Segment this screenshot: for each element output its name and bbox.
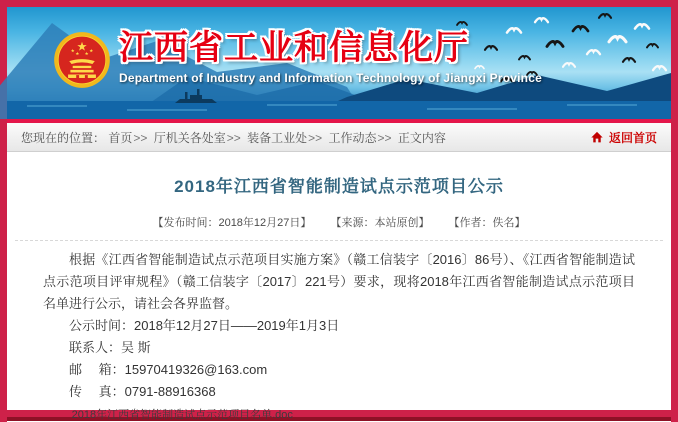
- breadcrumb-separator: >>: [377, 130, 392, 145]
- breadcrumb-separator: >>: [133, 130, 148, 145]
- banner-text-block: [119, 27, 542, 85]
- meta-source: 【来源：本站原创】: [330, 217, 430, 229]
- meta-publish-time: 【发布时间：2018年12月27日】: [152, 217, 312, 229]
- attachment-doc-link[interactable]: 2018年江西省智能制造试点示范项目名单.doc: [71, 409, 293, 421]
- home-icon[interactable]: [590, 131, 604, 144]
- breadcrumb-item-current: 正文内容: [397, 130, 446, 145]
- meta-divider: [15, 240, 663, 241]
- breadcrumb-item-home[interactable]: 首页: [108, 130, 133, 145]
- breadcrumb: [21, 129, 446, 146]
- breadcrumb-item-offices[interactable]: 厅机关各处室: [153, 130, 226, 145]
- article-meta: [7, 214, 671, 230]
- china-national-emblem-icon: [53, 22, 111, 98]
- article-title: 2018年江西省智能制造试点示范项目公示: [174, 177, 504, 196]
- publicity-period-line: 公示时间：2018年12月27日——2019年1月3日: [69, 318, 340, 333]
- site-subtitle-english: Department of Industry and Information Technology of Jiangxi Province: [119, 71, 542, 85]
- breadcrumb-separator: >>: [308, 130, 323, 145]
- breadcrumb-bar: [7, 123, 671, 152]
- breadcrumb-item-work-news[interactable]: 工作动态: [328, 130, 377, 145]
- site-banner: [7, 7, 671, 119]
- breadcrumb-separator: >>: [226, 130, 241, 145]
- breadcrumb-prefix: 您现在的位置：: [21, 130, 106, 145]
- back-home-block: [590, 129, 657, 146]
- article-paragraph: 根据《江西省智能制造试点示范项目实施方案》（赣工信装字〔2016〕86号）、《江西省智能制造试点示范项目评审规程》（赣工信装字〔2017〕221号）要求，现将2018年江西省智能制造试点示范项目名单进行公示，请社会各界监督。: [43, 252, 635, 311]
- breadcrumb-item-equipment-industry[interactable]: 装备工业处: [247, 130, 308, 145]
- site-title: 江西省工业和信息化厅: [119, 29, 469, 67]
- meta-author: 【作者：佚名】: [448, 217, 526, 229]
- contact-person-line: 联系人：吴 斯: [69, 340, 151, 355]
- article: [7, 152, 671, 421]
- email-line: 邮 箱：15970419326@163.com: [69, 362, 268, 377]
- fax-line: 传 真：0791-88916368: [69, 384, 216, 399]
- back-home-link[interactable]: 返回首页: [608, 130, 657, 145]
